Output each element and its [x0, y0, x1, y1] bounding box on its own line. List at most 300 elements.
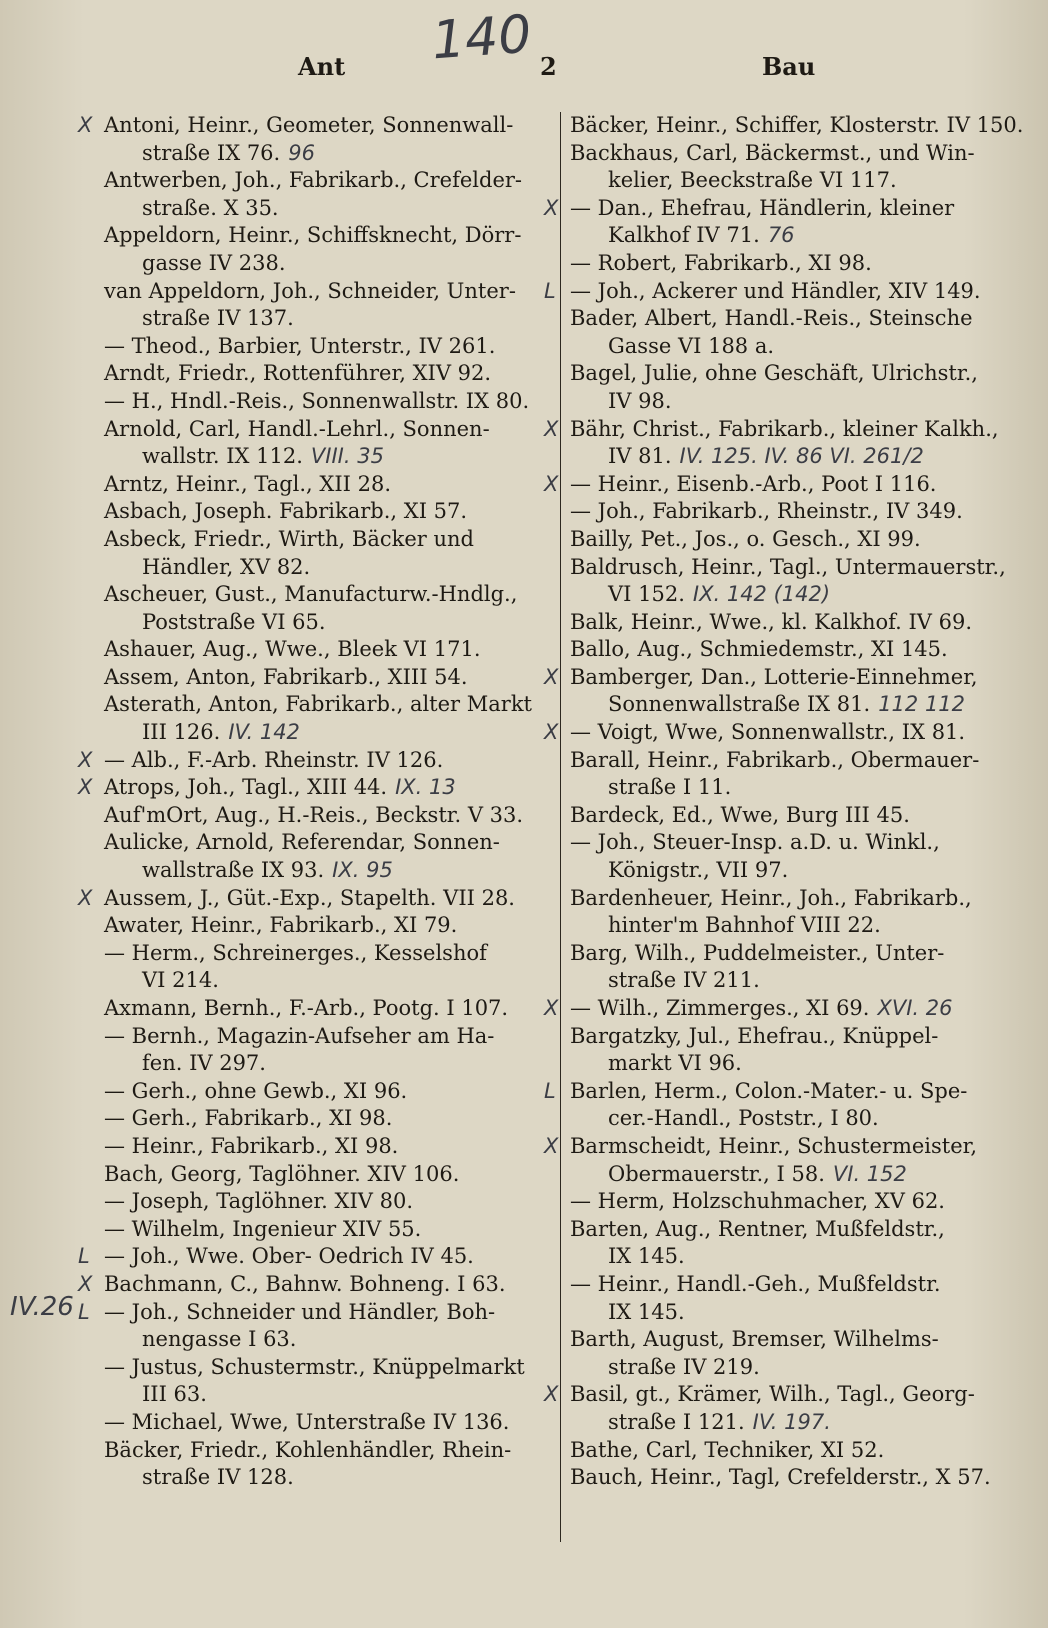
directory-entry [570, 1216, 1010, 1271]
entry-line [104, 1437, 548, 1465]
directory-entry [104, 691, 548, 746]
directory-entry [104, 802, 548, 830]
entry-text: Axmann, Bernh., F.-Arb., Pootg. I 107. [104, 996, 509, 1020]
entry-continuation-line [570, 222, 1010, 250]
directory-entry [570, 940, 1010, 995]
entry-text: Auf'mOrt, Aug., H.-Reis., Beckstr. V 33. [104, 802, 524, 827]
entry-text: straße IV 128. [142, 1465, 294, 1490]
directory-entry [104, 222, 548, 277]
entry-line [104, 1188, 548, 1216]
entry-text: fen. IV 297. [142, 1051, 266, 1076]
entry-line [570, 278, 1010, 306]
entry-line [104, 636, 548, 664]
directory-entry [104, 912, 548, 940]
directory-entry [78, 747, 548, 775]
handwritten-mark: X [544, 416, 559, 441]
entry-continuation-line [570, 443, 1010, 471]
directory-entry [570, 802, 1010, 830]
directory-entry [104, 1409, 548, 1437]
entry-line [570, 250, 1010, 278]
directory-entry [104, 333, 548, 361]
directory-entry [570, 747, 1010, 802]
directory-entry [570, 609, 1010, 637]
entry-text: IV 98. [608, 388, 672, 413]
column-divider [560, 112, 561, 1542]
entry-continuation-line [570, 774, 1010, 802]
entry-text: wallstr. IX 112. [142, 444, 303, 469]
directory-entry [104, 1023, 548, 1078]
entry-continuation-line [570, 333, 1010, 361]
entry-line [570, 829, 1010, 857]
entry-line [104, 774, 548, 802]
handwritten-annotation: 112 112 [878, 692, 966, 717]
handwritten-annotation: IV. 197. [752, 1409, 831, 1434]
entry-text: Bader, Albert, Handl.-Reis., Steinsche [570, 306, 973, 331]
directory-entry [570, 498, 1010, 526]
entry-line [570, 498, 1010, 526]
entry-text: IX 145. [608, 1299, 685, 1324]
entry-text: straße. X 35. [142, 195, 279, 220]
entry-line [570, 802, 1010, 830]
directory-entry [104, 1354, 548, 1409]
entry-text: wallstraße IX 93. [142, 858, 325, 883]
entry-text: — Heinr., Fabrikarb., XI 98. [104, 1133, 399, 1158]
directory-entry [104, 1188, 548, 1216]
entry-text: Barall, Heinr., Fabrikarb., Obermauer- [570, 747, 980, 772]
entry-text: — Joseph, Taglöhner. XIV 80. [104, 1189, 414, 1214]
entry-line [570, 1078, 1010, 1106]
header-left-keyword: Ant [298, 52, 346, 81]
entry-line [104, 471, 548, 499]
entry-line [570, 305, 1010, 333]
header-page-number: 2 [540, 52, 557, 81]
entry-text: Asbach, Joseph. Fabrikarb., XI 57. [104, 499, 468, 524]
entry-text: Barlen, Herm., Colon.-Mater.- u. Spe- [570, 1078, 968, 1103]
entry-line [104, 1243, 548, 1271]
entry-line [570, 360, 1010, 388]
directory-entry [104, 1078, 548, 1106]
entry-text: kelier, Beeckstraße VI 117. [608, 168, 897, 193]
entry-text: Arnold, Carl, Handl.-Lehrl., Sonnen- [104, 416, 490, 441]
entry-text: Antoni, Heinr., Geometer, Sonnenwall- [104, 113, 514, 137]
directory-entry [104, 1105, 548, 1133]
entry-line [104, 278, 548, 306]
entry-continuation-line [570, 1161, 1010, 1189]
directory-entry [104, 471, 548, 499]
directory-entry [104, 1216, 548, 1244]
entry-line [104, 995, 548, 1023]
entry-line [104, 526, 548, 554]
directory-entry [104, 416, 548, 471]
entry-text: markt VI 96. [608, 1051, 742, 1076]
directory-entry [78, 112, 548, 167]
entry-continuation-line [104, 305, 548, 333]
entry-text: straße IX 76. [142, 140, 281, 165]
handwritten-mark: L [78, 1299, 90, 1324]
entry-text: Arntz, Heinr., Tagl., XII 28. [104, 471, 392, 496]
entry-line [570, 1464, 1010, 1492]
directory-entry [78, 1271, 548, 1299]
entry-text: nengasse I 63. [142, 1327, 297, 1352]
entry-text: Königstr., VII 97. [608, 858, 789, 883]
entry-text: Gasse VI 188 a. [608, 333, 775, 358]
directory-entry [104, 636, 548, 664]
entry-text: Ashauer, Aug., Wwe., Bleek VI 171. [104, 637, 481, 662]
entry-text: Appeldorn, Heinr., Schiffsknecht, Dörr- [104, 223, 522, 248]
entry-continuation-line [104, 719, 548, 747]
entry-text: — Justus, Schustermstr., Knüppelmarkt [104, 1354, 525, 1379]
entry-text: — Bernh., Magazin-Aufseher am Ha- [104, 1023, 495, 1048]
directory-entry [544, 278, 1010, 306]
entry-text: — Herm., Schreinerges., Kesselshof [104, 940, 487, 965]
directory-entry [104, 581, 548, 636]
entry-text: III 126. [142, 720, 221, 745]
entry-continuation-line [104, 195, 548, 223]
directory-entry [570, 1464, 1010, 1492]
directory-entry [570, 526, 1010, 554]
entry-text: — Wilhelm, Ingenieur XIV 55. [104, 1216, 422, 1241]
directory-entry [570, 1437, 1010, 1465]
handwritten-annotation: IX. 95 [332, 858, 393, 883]
entry-line [570, 471, 1010, 499]
handwritten-mark: X [544, 1133, 559, 1158]
entry-text: — Joh., Ackerer und Händler, XIV 149. [570, 278, 981, 303]
entry-text: gasse IV 238. [142, 250, 286, 275]
entry-text: — Joh., Fabrikarb., Rheinstr., IV 349. [570, 499, 963, 524]
entry-line [104, 747, 548, 775]
entry-text: Asterath, Anton, Fabrikarb., alter Markt [104, 692, 532, 717]
entry-continuation-line [104, 857, 548, 885]
entry-line [570, 1188, 1010, 1216]
directory-entry [544, 664, 1010, 719]
entry-continuation-line [104, 609, 548, 637]
entry-text: — Wilh., Zimmerges., XI 69. [570, 996, 870, 1020]
entry-text: van Appeldorn, Joh., Schneider, Unter- [104, 278, 516, 303]
directory-entry [570, 636, 1010, 664]
entry-text: Bailly, Pet., Jos., o. Gesch., XI 99. [570, 526, 921, 551]
entry-text: Bargatzky, Jul., Ehefrau., Knüppel- [570, 1023, 939, 1048]
entry-text: Balk, Heinr., Wwe., kl. Kalkhof. IV 69. [570, 609, 973, 634]
entry-text: — Theod., Barbier, Unterstr., IV 261. [104, 333, 496, 358]
left-column [78, 112, 548, 1492]
entry-line [570, 636, 1010, 664]
entry-text: Obermauerstr., I 58. [608, 1161, 825, 1186]
directory-entry [544, 1133, 1010, 1188]
entry-text: — Joh., Wwe. Ober- Oedrich IV 45. [104, 1244, 474, 1269]
entry-text: Baldrusch, Heinr., Tagl., Untermauerstr., [570, 554, 1006, 579]
directory-entry [570, 554, 1010, 609]
entry-line [104, 802, 548, 830]
entry-text: Ballo, Aug., Schmiedemstr., XI 145. [570, 637, 948, 662]
entry-text: Backhaus, Carl, Bäckermst., und Win- [570, 140, 975, 165]
entry-text: Aussem, J., Güt.-Exp., Stapelth. VII 28. [104, 885, 515, 910]
entry-line [104, 1271, 548, 1299]
entry-text: Antwerben, Joh., Fabrikarb., Crefelder- [104, 168, 523, 193]
entry-continuation-line [104, 1381, 548, 1409]
entry-line [104, 829, 548, 857]
entry-line [570, 526, 1010, 554]
entry-line [104, 1078, 548, 1106]
entry-line [570, 664, 1010, 692]
entry-line [570, 112, 1024, 140]
handwritten-mark: X [544, 996, 559, 1020]
entry-line [104, 1161, 548, 1189]
entry-text: — Michael, Wwe, Unterstraße IV 136. [104, 1409, 510, 1434]
directory-entry [570, 1188, 1010, 1216]
handwritten-mark: X [78, 1271, 93, 1296]
entry-line [570, 1133, 1010, 1161]
entry-continuation-line [570, 1354, 1010, 1382]
handwritten-mark: X [78, 113, 93, 137]
entry-line [570, 719, 1010, 747]
entry-text: — Joh., Steuer-Insp. a.D. u. Winkl., [570, 830, 940, 855]
entry-text: Poststraße VI 65. [142, 609, 326, 634]
entry-line [570, 416, 1010, 444]
handwritten-folio-number: 140 [430, 4, 534, 72]
right-column [544, 112, 1024, 1492]
entry-text: — Robert, Fabrikarb., XI 98. [570, 250, 872, 275]
entry-line [570, 747, 1010, 775]
entry-line [570, 554, 1010, 582]
entry-text: Sonnenwallstraße IX 81. [608, 692, 871, 717]
directory-entry [570, 305, 1010, 360]
entry-continuation-line [570, 691, 1010, 719]
directory-entry [570, 1271, 1010, 1326]
entry-text: VI 152. [608, 582, 685, 607]
entry-continuation-line [570, 1105, 1010, 1133]
entry-text: Ascheuer, Gust., Manufacturw.-Hndlg., [104, 582, 518, 607]
entry-line [570, 1023, 1010, 1051]
page-header [0, 52, 1048, 88]
directory-entry [544, 471, 1010, 499]
entry-line [570, 1326, 1010, 1354]
entry-text: IV 81. [608, 444, 672, 469]
handwritten-annotation: IV. 125. IV. 86 VI. 261/2 [679, 444, 924, 469]
handwritten-mark: X [544, 195, 559, 220]
entry-continuation-line [104, 443, 548, 471]
handwritten-mark: X [544, 664, 559, 689]
directory-entry [570, 1023, 1010, 1078]
entry-text: Bäcker, Friedr., Kohlenhändler, Rhein- [104, 1437, 512, 1462]
entry-continuation-line [104, 554, 548, 582]
entry-line [104, 222, 548, 250]
entry-line [570, 1381, 1010, 1409]
entry-continuation-line [570, 581, 1010, 609]
entry-line [104, 416, 548, 444]
entry-line [570, 1271, 1010, 1299]
entry-line [104, 333, 548, 361]
directory-entry [544, 719, 1010, 747]
handwritten-annotation: IX. 142 (142) [692, 582, 831, 607]
entry-text: straße I 11. [608, 775, 732, 800]
handwritten-annotation: VI. 152 [832, 1161, 907, 1186]
directory-entry [78, 885, 548, 913]
entry-text: Asbeck, Friedr., Wirth, Bäcker und [104, 526, 474, 551]
entry-continuation-line [570, 167, 1010, 195]
handwritten-annotation: 96 [288, 140, 315, 165]
directory-entry [570, 1326, 1010, 1381]
directory-entry [544, 195, 1010, 250]
entry-text: Assem, Anton, Fabrikarb., XIII 54. [104, 664, 468, 689]
entry-text: Bähr, Christ., Fabrikarb., kleiner Kalkh., [570, 416, 999, 441]
entry-continuation-line [570, 388, 1010, 416]
entry-text: — Gerh., Fabrikarb., XI 98. [104, 1106, 393, 1131]
directory-entry [104, 995, 548, 1023]
entry-text: Kalkhof IV 71. [608, 223, 760, 248]
directory-entry [570, 360, 1010, 415]
entry-text: straße IV 137. [142, 306, 294, 331]
entry-line [104, 664, 548, 692]
handwritten-mark: X [78, 747, 93, 772]
entry-continuation-line [104, 1050, 548, 1078]
handwritten-mark: L [78, 1244, 90, 1269]
entry-text: Aulicke, Arnold, Referendar, Sonnen- [104, 830, 500, 855]
entry-text: — Heinr., Handl.-Geh., Mußfeldstr. [570, 1271, 941, 1296]
handwritten-annotation: XVI. 26 [877, 996, 953, 1020]
entry-text: Bagel, Julie, ohne Geschäft, Ulrichstr., [570, 361, 978, 386]
directory-entry [104, 1437, 548, 1492]
entry-text: VI 214. [142, 968, 219, 993]
directory-entry [544, 1381, 1010, 1436]
entry-line [570, 195, 1010, 223]
entry-line [570, 140, 1010, 168]
entry-text: IX 145. [608, 1244, 685, 1269]
handwritten-annotation: 76 [767, 223, 795, 248]
entry-text: — Voigt, Wwe, Sonnenwallstr., IX 81. [570, 720, 966, 745]
handwritten-margin-note: IV.26 [10, 1292, 74, 1322]
directory-entry [104, 167, 548, 222]
directory-entry [78, 1299, 548, 1354]
entry-continuation-line [570, 1409, 1010, 1437]
entry-line [104, 112, 548, 140]
handwritten-mark: X [78, 885, 93, 910]
handwritten-mark: X [78, 775, 93, 800]
entry-line [104, 912, 548, 940]
entry-line [104, 1216, 548, 1244]
directory-entry [104, 1133, 548, 1161]
entry-text: Barg, Wilh., Puddelmeister., Unter- [570, 940, 945, 965]
handwritten-mark: X [544, 471, 559, 496]
directory-entry [570, 140, 1010, 195]
entry-text: hinter'm Bahnhof VIII 22. [608, 913, 881, 938]
directory-entry [544, 416, 1010, 471]
entry-text: — H., Hndl.-Reis., Sonnenwallstr. IX 80. [104, 388, 530, 413]
directory-entry [104, 829, 548, 884]
directory-entry [544, 995, 1010, 1023]
entry-line [104, 1354, 548, 1382]
entry-text: Awater, Heinr., Fabrikarb., XI 79. [104, 913, 458, 938]
directory-entry [104, 498, 548, 526]
entry-text: straße IV 211. [608, 968, 760, 993]
entry-line [104, 1299, 548, 1327]
entry-text: cer.-Handl., Poststr., I 80. [608, 1106, 879, 1131]
directory-entry [78, 774, 548, 802]
entry-text: — Dan., Ehefrau, Händlerin, kleiner [570, 195, 955, 220]
entry-text: III 63. [142, 1382, 207, 1407]
directory-entry [104, 1161, 548, 1189]
entry-line [104, 498, 548, 526]
entry-text: — Gerh., ohne Gewb., XI 96. [104, 1078, 408, 1103]
directory-entry [104, 940, 548, 995]
entry-text: Barten, Aug., Rentner, Mußfeldstr., [570, 1216, 945, 1241]
entry-line [104, 1133, 548, 1161]
entry-line [104, 1023, 548, 1051]
entry-continuation-line [570, 1243, 1010, 1271]
entry-text: — Heinr., Eisenb.-Arb., Poot I 116. [570, 471, 937, 496]
entry-text: straße IV 219. [608, 1354, 760, 1379]
entry-line [570, 885, 1010, 913]
directory-entry [570, 250, 1010, 278]
entry-text: — Herm, Holzschuhmacher, XV 62. [570, 1189, 945, 1214]
entry-line [104, 1409, 548, 1437]
entry-text: Barmscheidt, Heinr., Schustermeister, [570, 1133, 978, 1158]
directory-entry [570, 885, 1010, 940]
header-right-keyword: Bau [762, 52, 816, 81]
entry-continuation-line [104, 250, 548, 278]
directory-entry [78, 1243, 548, 1271]
entry-text: Atrops, Joh., Tagl., XIII 44. [104, 775, 388, 800]
entry-text: Bardenheuer, Heinr., Joh., Fabrikarb., [570, 885, 972, 910]
entry-line [104, 1105, 548, 1133]
entry-text: Bardeck, Ed., Wwe, Burg III 45. [570, 802, 910, 827]
directory-entry [544, 1078, 1010, 1133]
entry-line [104, 691, 548, 719]
entry-text: Bach, Georg, Taglöhner. XIV 106. [104, 1161, 460, 1186]
entry-line [570, 609, 1010, 637]
handwritten-mark: L [544, 1078, 556, 1103]
entry-line [570, 1437, 1010, 1465]
entry-line [104, 167, 548, 195]
directory-entry [570, 829, 1010, 884]
directory-entry [104, 278, 548, 333]
entry-continuation-line [570, 967, 1010, 995]
entry-continuation-line [104, 1464, 548, 1492]
entry-line [570, 940, 1010, 968]
entry-text: straße I 121. [608, 1409, 745, 1434]
entry-line [104, 360, 548, 388]
entry-text: Bamberger, Dan., Lotterie-Einnehmer, [570, 664, 978, 689]
entry-continuation-line [104, 140, 548, 168]
entry-line [104, 388, 548, 416]
entry-text: Bathe, Carl, Techniker, XI 52. [570, 1437, 885, 1462]
entry-text: — Joh., Schneider und Händler, Boh- [104, 1299, 496, 1324]
handwritten-annotation: VIII. 35 [310, 444, 384, 469]
handwritten-annotation: IV. 142 [228, 720, 300, 745]
handwritten-annotation: IX. 13 [395, 775, 456, 800]
entry-continuation-line [570, 1299, 1010, 1327]
entry-text: Bachmann, C., Bahnw. Bohneng. I 63. [104, 1271, 506, 1296]
entry-continuation-line [570, 1050, 1010, 1078]
entry-text: Bauch, Heinr., Tagl, Crefelderstr., X 57. [570, 1465, 991, 1490]
directory-entry [104, 664, 548, 692]
entry-text: Barth, August, Bremser, Wilhelms- [570, 1327, 939, 1352]
entry-line [104, 885, 548, 913]
entry-line [104, 940, 548, 968]
handwritten-mark: X [544, 1382, 559, 1407]
directory-entry [104, 360, 548, 388]
entry-continuation-line [570, 857, 1010, 885]
entry-continuation-line [570, 912, 1010, 940]
entry-continuation-line [104, 967, 548, 995]
entry-text: Basil, gt., Krämer, Wilh., Tagl., Georg- [570, 1382, 975, 1407]
handwritten-mark: L [544, 278, 556, 303]
directory-entry [570, 112, 1024, 140]
entry-text: Arndt, Friedr., Rottenführer, XIV 92. [104, 361, 492, 386]
directory-entry [104, 388, 548, 416]
entry-line [570, 1216, 1010, 1244]
entry-line [104, 581, 548, 609]
entry-continuation-line [104, 1326, 548, 1354]
